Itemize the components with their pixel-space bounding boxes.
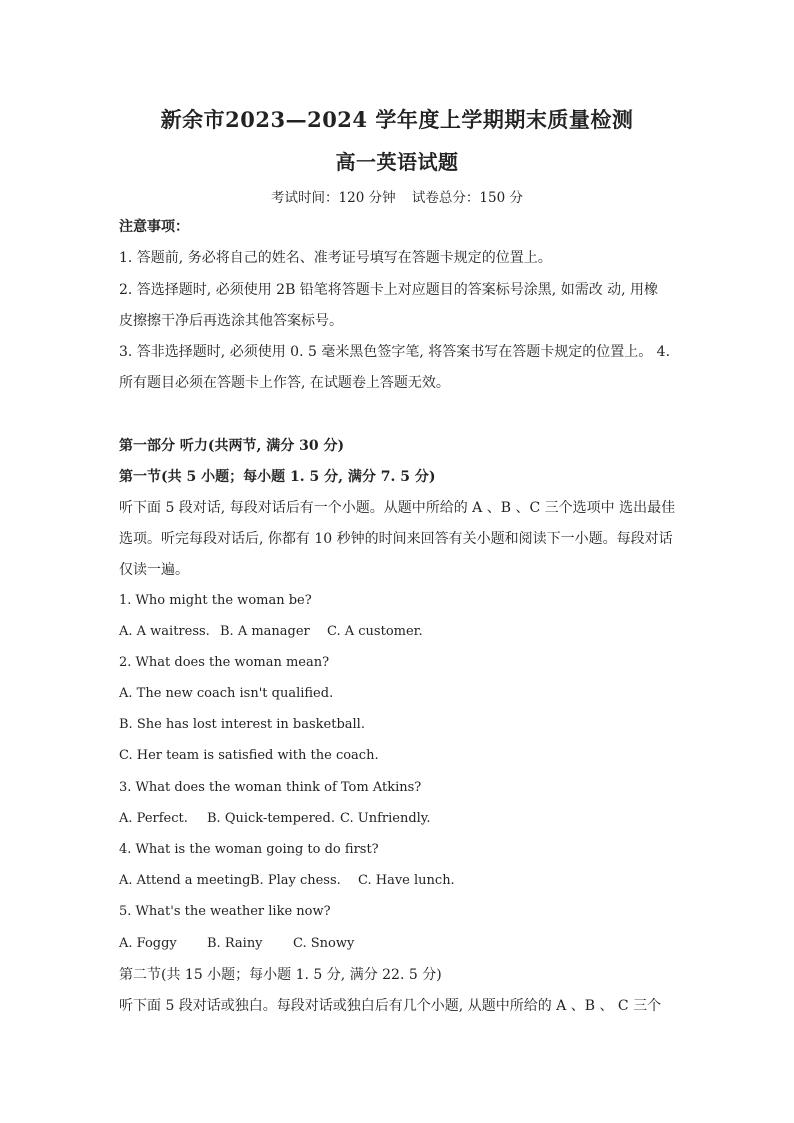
notice-line: 2. 答选择题时, 必须使用 2B 铅笔将答题卡上对应题目的答案标号涂黑, 如需改 动, 用橡 [119,282,659,298]
instruction-line: 选项。听完每段对话后, 你都有 10 秒钟的时间来回答有关小题和阅读下一小题。每段对话 [119,531,673,547]
question-1-options [119,622,679,642]
option-c: C. Unfriendly. [340,811,431,826]
option-b: B. Rainy [207,936,263,951]
question-3-options [119,809,679,829]
question-3: 3. What does the woman think of Tom Atkins? [119,780,422,795]
instruction-line: 仅读一遍。 [119,562,189,578]
option-c: C. A customer. [327,624,423,639]
option-c: C. Have lunch. [358,873,455,888]
exam-title: 新余市2023—2024 学年度上学期期末质量检测 [160,107,634,132]
notice-line: 3. 答非选择题时, 必须使用 0. 5 毫米黑色签字笔, 将答案书写在答题卡规定的位置上。 4. [119,344,671,360]
notice-line: 1. 答题前, 务必将自己的姓名、准考证号填写在答题卡规定的位置上。 [119,250,552,266]
option-a: A. Attend a meeting. [119,873,255,888]
option-a: A. The new coach isn't qualified. [119,686,334,701]
notice-line: 皮擦擦干净后再选涂其他答案标号。 [119,313,343,329]
section1-heading: 第一节(共 5 小题；每小题 1. 5 分, 满分 7. 5 分) [119,469,436,485]
question-4: 4. What is the woman going to do first? [119,842,379,857]
option-a: A. Perfect. [119,811,188,826]
part1-heading: 第一部分 听力(共两节, 满分 30 分) [119,438,345,454]
option-c: C. Snowy [293,936,355,951]
option-b: B. Quick-tempered. [207,811,335,826]
exam-subtitle: 高一英语试题 [335,150,459,174]
question-5: 5. What's the weather like now? [119,904,331,919]
option-a: A. Foggy [119,936,177,951]
instruction-line: 听下面 5 段对话, 每段对话后有一个小题。从题中所给的 A 、B 、C 三个选项中 选出最佳 [119,500,676,516]
section2-line: 听下面 5 段对话或独白。每段对话或独白后有几个小题, 从题中所给的 A 、B 、 C 三个 [119,998,662,1014]
option-c: C. Her team is satisfied with the coach. [119,748,379,763]
question-5-options [119,934,679,954]
notice-heading: 注意事项： [119,219,189,235]
option-b: B. A manager [220,624,310,639]
exam-time: 考试时间：120 分钟 [271,190,396,206]
total-score: 试卷总分：150 分 [411,190,523,206]
exam-meta [0,186,794,206]
notice-line: 所有题目必须在答题卡上作答, 在试题卷上答题无效。 [119,375,450,391]
option-b: B. Play chess. [250,873,341,888]
question-1: 1. Who might the woman be? [119,593,312,608]
question-2: 2. What does the woman mean? [119,655,330,670]
option-a: A. A waitress. [119,624,210,639]
option-b: B. She has lost interest in basketball. [119,717,365,732]
question-4-options [119,871,679,891]
section2-heading: 第二节(共 15 小题；每小题 1. 5 分, 满分 22. 5 分) [119,967,442,983]
